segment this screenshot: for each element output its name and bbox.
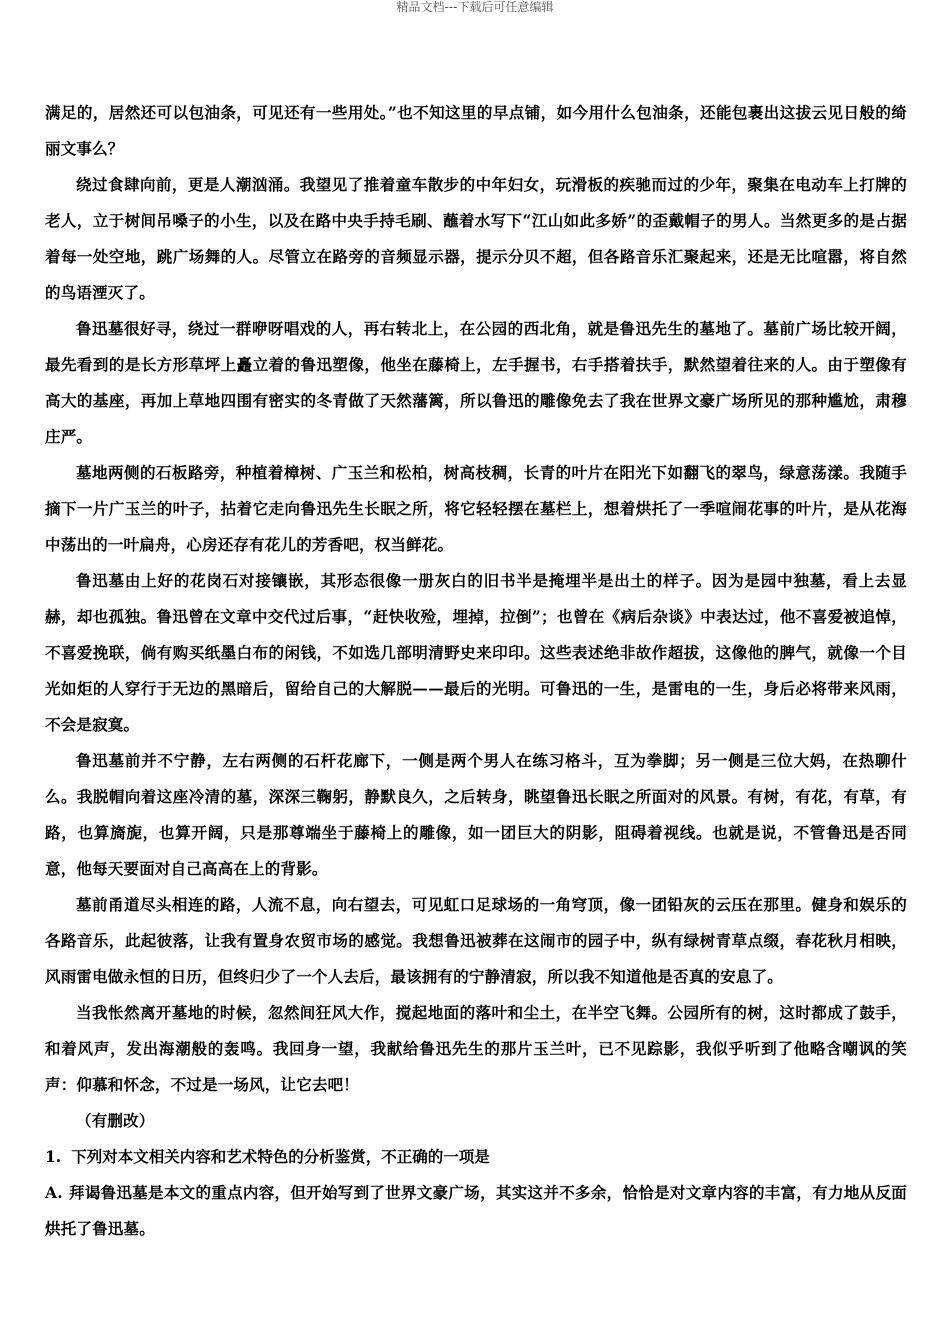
source-note: （有删改） <box>76 1111 155 1130</box>
question-number: 1. <box>45 1147 62 1166</box>
question-1 <box>45 1139 907 1175</box>
paragraph-4: 墓地两侧的石板路旁，种植着樟树、广玉兰和松柏，树高枝稠，长青的叶片在阳光下如翻飞的翠鸟，绿意荡漾。我随手摘下一片广玉兰的叶子，拈着它走向鲁迅先生长眠之所，将它轻轻摆在墓栏上，想着烘托了一季喧闹花事的叶片，是从花海中荡出的一叶扁舟，心房还存有花儿的芳香吧，权当鲜花。 <box>45 463 907 554</box>
option-text: 拜谒鲁迅墓是本文的重点内容，但开始写到了世界文豪广场，其实这并不多余，恰恰是对文章内容的丰富，有力地从反面烘托了鲁迅墓。 <box>45 1183 907 1238</box>
paragraph-1: 满足的，居然还可以包油条，可见还有一些用处。”也不知这里的早点铺，如今用什么包油条，还能包裹出这拔云见日般的绮丽文事么？ <box>45 103 907 158</box>
paragraph-7: 墓前甬道尽头相连的路，人流不息，向右望去，可见虹口足球场的一角穹顶，像一团铅灰的云压在那里。健身和娱乐的各路音乐，此起彼落，让我有置身农贸市场的感觉。我想鲁迅被葬在这闹市的园子中，纵有绿树青草点缀，春花秋月相映，风雨雷电做永恒的日历，但终归少了一个人去后，最该拥有的宁静清寂，所以我不知道他是否真的安息了。 <box>45 895 907 986</box>
paragraph-2: 绕过食肆向前，更是人潮汹涌。我望见了推着童车散步的中年妇女，玩滑板的疾驰而过的少年，聚集在电动车上打牌的老人，立于树间吊嗓子的小生，以及在路中央手持毛刷、蘸着水写下“江山如此多娇”的歪戴帽子的男人。当然更多的是占据着每一处空地，跳广场舞的人。尽管立在路旁的音频显示器，提示分贝不超，但各路音乐汇聚起来，还是无比喧嚣，将自然的鸟语湮灭了。 <box>45 175 907 302</box>
question-text: 下列对本文相关内容和艺术特色的分析鉴赏，不正确的一项是 <box>71 1147 490 1166</box>
paragraph-8: 当我怅然离开墓地的时候，忽然间狂风大作，搅起地面的落叶和尘土，在半空飞舞。公园所有的树，这时都成了鼓手，和着风声，发出海潮般的轰鸣。我回身一望，我献给鲁迅先生的那片玉兰叶，已不见踪影，我似乎听到了他略含嘲讽的笑声：仰慕和怀念，不过是一场风，让它去吧！ <box>45 1003 907 1094</box>
paragraph-5: 鲁迅墓由上好的花岗石对接镶嵌，其形态很像一册灰白的旧书半是掩埋半是出土的样子。因为是园中独墓，看上去显赫，却也孤独。鲁迅曾在文章中交代过后事，“赶快收殓，埋掉，拉倒”；也曾在《病后杂谈》中表达过，他不喜爱被追悼，不喜爱挽联，倘有购买纸墨白布的闲钱，不如选几部明清野史来印印。这些表述绝非故作超拔，这像他的脾气，就像一个目光如炬的人穿行于无边的黑暗后，留给自己的大解脱——最后的光明。可鲁迅的一生，是雷电的一生，身后必将带来风雨，不会是寂寞。 <box>45 571 907 734</box>
option-letter: A. <box>45 1183 63 1202</box>
option-a <box>45 1175 907 1247</box>
page-header: 精品文档---下载后可任意编辑 <box>396 0 554 14</box>
paragraph-3: 鲁迅墓很好寻，绕过一群咿呀唱戏的人，再右转北上，在公园的西北角，就是鲁迅先生的墓地了。墓前广场比较开阔，最先看到的是长方形草坪上矗立着的鲁迅塑像，他坐在藤椅上，左手握书，右手搭着扶手，默然望着往来的人。由于塑像有高大的基座，再加上草地四围有密实的冬青做了天然藩篱，所以鲁迅的雕像免去了我在世界文豪广场所见的那种尴尬，肃穆庄严。 <box>45 319 907 446</box>
document-body <box>45 95 907 1247</box>
paragraph-6: 鲁迅墓前并不宁静，左右两侧的石杆花廊下，一侧是两个男人在练习格斗，互为拳脚；另一侧是三位大妈，在热聊什么。我脱帽向着这座冷清的墓，深深三鞠躬，静默良久，之后转身，眺望鲁迅长眠之所面对的风景。有树，有花，有草，有路，也算旖旎，也算开阔，只是那尊端坐于藤椅上的雕像，如一团巨大的阴影，阻碍着视线。也就是说，不管鲁迅是否同意，他每天要面对自己高高在上的背影。 <box>45 751 907 878</box>
